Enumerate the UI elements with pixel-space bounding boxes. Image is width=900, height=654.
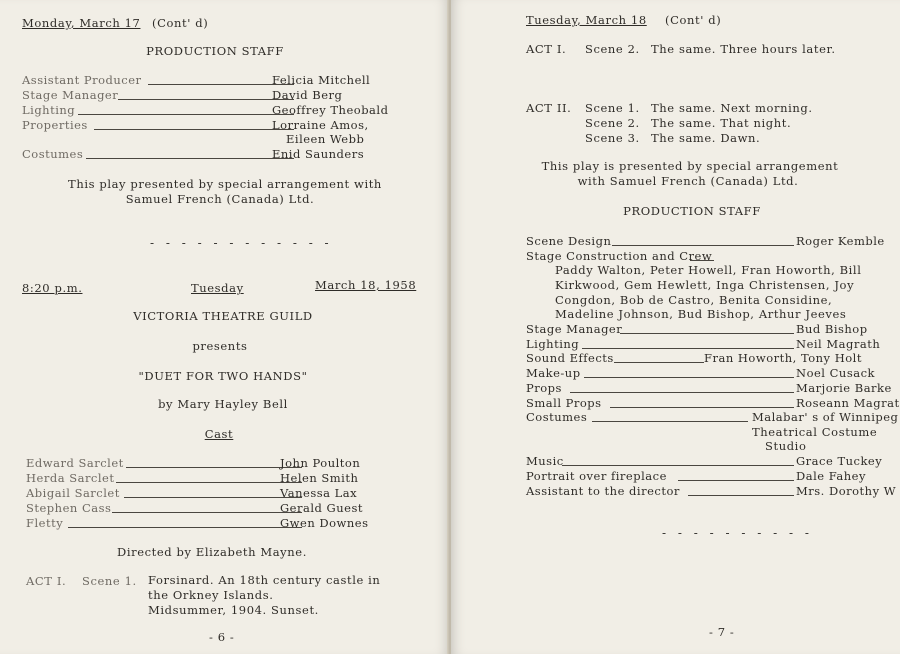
staff-row: Lighting Geoffrey Theobald (22, 103, 389, 117)
performance-day: Tuesday (191, 281, 244, 295)
cast-title: Cast (204, 427, 234, 441)
left-act1-line1: Forsinard. An 18th century castle in (148, 573, 381, 587)
cast-row: Edward Sarclet John Poulton (26, 456, 361, 470)
left-header-cont: (Cont' d) (152, 16, 209, 30)
right-header-cont: (Cont' d) (665, 13, 722, 27)
right-page-number: - 7 - (709, 625, 735, 639)
right-act2-label: ACT II. (526, 101, 572, 115)
left-act1-line3: Midsummer, 1904. Sunset. (148, 603, 319, 617)
right-arrangement-line1: This play is presented by special arrangement (541, 159, 839, 173)
right-arrangement-line2: with Samuel French (Canada) Ltd. (577, 174, 799, 188)
right-act1-scene2-text: The same. Three hours later. (651, 42, 836, 56)
crew-line: Paddy Walton, Peter Howell, Fran Howorth, Bill (555, 263, 862, 277)
right-production-staff-title: PRODUCTION STAFF (623, 204, 761, 218)
cast-row: Stephen Cass Gerald Guest (26, 501, 363, 515)
crew-line: Madeline Johnson, Bud Bishop, Arthur Jeeves (555, 307, 847, 321)
staff-row: Music Grace Tuckey (526, 454, 883, 468)
director-credit: Directed by Elizabeth Mayne. (117, 545, 307, 559)
staff-row: Costumes Malabar' s of Winnipeg (526, 410, 899, 424)
right-act1-label: ACT I. (526, 42, 567, 56)
staff-row: Assistant Producer Felicia Mitchell (22, 73, 371, 87)
staff-row: Portrait over fireplace Dale Fahey (526, 469, 866, 483)
cast-row: Abigail Sarclet Vanessa Lax (26, 486, 358, 500)
left-act1-label: ACT I. (26, 574, 67, 588)
act2-scene: Scene 2. (585, 116, 640, 130)
left-act1-line2: the Orkney Islands. (148, 588, 274, 602)
act2-scene-text: The same. Dawn. (651, 131, 761, 145)
play-title: "DUET FOR TWO HANDS" (138, 369, 308, 383)
staff-row: Sound Effects Fran Howorth, Tony Holt (526, 351, 862, 365)
performance-date: March 18, 1958 (315, 278, 417, 292)
staff-row: Properties Lorraine Amos, (22, 118, 369, 132)
left-divider: - - - - - - - - - - - - (150, 236, 333, 250)
cast-row: Fletty Gwen Downes (26, 516, 369, 530)
cast-row: Herda Sarclet Helen Smith (26, 471, 359, 485)
crew-line: Kirkwood, Gem Hewlett, Inga Christensen, Joy (555, 278, 855, 292)
guild-name: VICTORIA THEATRE GUILD (133, 309, 313, 323)
play-author: by Mary Hayley Bell (158, 397, 288, 411)
left-header: Monday, March 17 (22, 16, 141, 30)
crew-line: Congdon, Bob de Castro, Benita Considine, (555, 293, 833, 307)
staff-row: Props Marjorie Barke (526, 381, 892, 395)
presents-text: presents (192, 339, 248, 353)
right-header: Tuesday, March 18 (526, 13, 647, 27)
left-page (0, 0, 449, 654)
left-arrangement-line2: Samuel French (Canada) Ltd. (125, 192, 315, 206)
left-act1-scene: Scene 1. (82, 574, 137, 588)
staff-row: Lighting Neil Magrath (526, 337, 881, 351)
act2-scene-text: The same. Next morning. (651, 101, 813, 115)
scene-design-row: Scene Design Roger Kemble (526, 234, 885, 248)
right-page (451, 0, 900, 654)
left-production-staff-title: PRODUCTION STAFF (146, 44, 284, 58)
performance-time: 8:20 p.m. (22, 281, 83, 295)
act2-scene: Scene 3. (585, 131, 640, 145)
costume-line3: Studio (765, 439, 807, 453)
staff-row: Eileen Webb (286, 132, 365, 146)
staff-row: Costumes Enid Saunders (22, 147, 365, 161)
left-page-number: - 6 - (209, 630, 235, 644)
act2-scene: Scene 1. (585, 101, 640, 115)
staff-row: Stage Manager Bud Bishop (526, 322, 868, 336)
staff-row: Assistant to the director Mrs. Dorothy W (526, 484, 897, 498)
left-arrangement-line1: This play presented by special arrangement with (68, 177, 382, 191)
staff-row: Small Props Roseann Magrat (526, 396, 900, 410)
staff-row: Make-up Noel Cusack (526, 366, 875, 380)
stage-construction-row: Stage Construction and Crew (526, 249, 713, 263)
right-divider: - - - - - - - - - - (662, 526, 813, 540)
staff-row: Stage Manager David Berg (22, 88, 343, 102)
costume-line2: Theatrical Costume (752, 425, 878, 439)
act2-scene-text: The same. That night. (651, 116, 792, 130)
right-act1-scene2: Scene 2. (585, 42, 640, 56)
